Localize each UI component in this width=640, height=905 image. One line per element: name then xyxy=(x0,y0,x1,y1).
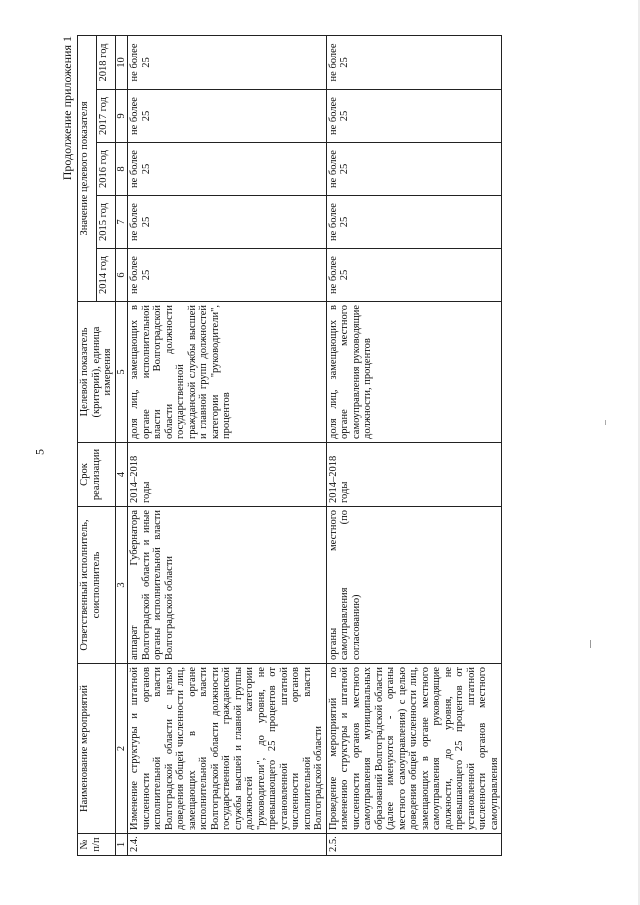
indicator: доля лиц, замещающих в органе исполнительной власти Волгоградской области должности государственной гражданской службы высшей и главной групп должностей категории "руководители", процентов xyxy=(128,302,327,443)
header-year: 2015 год xyxy=(96,196,115,249)
target-value: не более 25 xyxy=(326,35,502,89)
measure-name: Проведение мероприятий по изменению структуры и штатной численности органов местного самоуправления муниципальных образований Волгоградской области (далее именуются - органы местного самоуправления) с целью доведения общей численности лиц, замещающих в органе местного самоуправления руководящие должности, до уровня, не превышающего 25 процентов от установленной штатной численности органов местного самоуправления xyxy=(326,664,502,834)
column-number: 4 xyxy=(115,443,128,507)
column-number: 9 xyxy=(115,90,128,143)
target-value: не более 25 xyxy=(128,249,327,302)
header-year: 2018 год xyxy=(96,35,115,89)
row-number: 2.4. xyxy=(128,834,327,856)
target-value: не более 25 xyxy=(326,143,502,196)
column-number: 8 xyxy=(115,143,128,196)
column-number: 7 xyxy=(115,196,128,249)
executor: органы местного самоуправления (по согласованию) xyxy=(326,507,502,664)
term: 2014–2018 годы xyxy=(326,443,502,507)
column-number: 2 xyxy=(115,664,128,834)
table-row xyxy=(326,35,502,855)
target-value: не более 25 xyxy=(128,143,327,196)
target-value: не более 25 xyxy=(326,90,502,143)
header-num: № п/п xyxy=(78,834,116,856)
target-value: не более 25 xyxy=(326,196,502,249)
header-name: Наименование мероприятий xyxy=(78,664,116,834)
column-number: 3 xyxy=(115,507,128,664)
row-number: 2.5. xyxy=(326,834,502,856)
header-year: 2016 год xyxy=(96,143,115,196)
column-number: 10 xyxy=(115,35,128,89)
header-executor: Ответственный исполнитель, соисполнитель xyxy=(78,507,116,664)
header-row xyxy=(78,35,97,855)
column-number-row xyxy=(115,35,128,855)
term: 2014–2018 годы xyxy=(128,443,327,507)
executor: аппарат Губернатора Волгоградской области и иные органы исполнительной власти Волгоградской области xyxy=(128,507,327,664)
target-value: не более 25 xyxy=(128,196,327,249)
page-number-text: 5 xyxy=(32,449,47,455)
target-value: не более 25 xyxy=(128,35,327,89)
target-value: не более 25 xyxy=(326,249,502,302)
header-year: 2017 год xyxy=(96,90,115,143)
measures-table xyxy=(77,35,502,856)
column-number: 6 xyxy=(115,249,128,302)
column-number: 5 xyxy=(115,302,128,443)
column-number: 1 xyxy=(115,834,128,856)
target-value: не более 25 xyxy=(128,90,327,143)
header-year: 2014 год xyxy=(96,249,115,302)
measure-name: Изменение структуры и штатной численности органов исполнительной власти Волгоградской области с целью доведения общей численности лиц, замещающих в органе исполнительной власти Волгоградской области должности государственной гражданской службы высшей и главной группы должностей категории "руководители", до уровня, не превышающего 25 процентов от установленной штатной численности органов исполнительной власти Волгоградской области xyxy=(128,664,327,834)
table-row xyxy=(128,35,327,855)
header-term: Срок реализации xyxy=(78,443,116,507)
continuation-heading: Продолжение приложения 1 xyxy=(60,36,74,181)
header-value-group: Значение целевого показателя xyxy=(78,35,97,301)
header-indicator: Целевой показатель (критерий), единица измерения xyxy=(78,302,116,443)
indicator: доля лиц, замещающих в органе местного самоуправления руководящие должности, процентов xyxy=(326,302,502,443)
rotated-document xyxy=(60,36,615,856)
